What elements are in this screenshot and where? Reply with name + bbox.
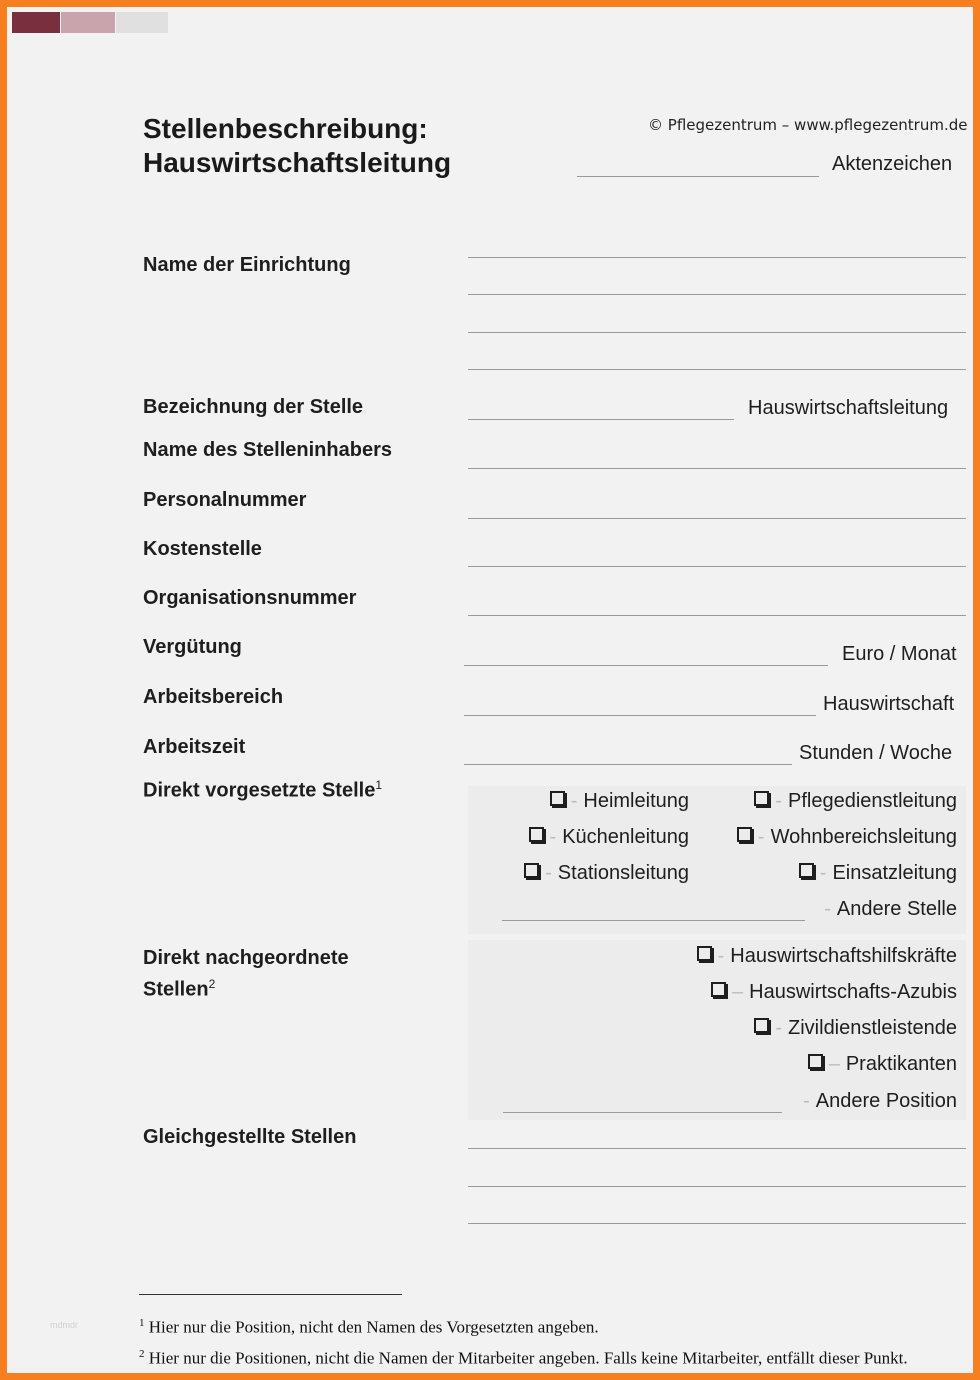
option-praktikanten[interactable] <box>808 1053 957 1076</box>
option-label: Hauswirtschafts-Azubis <box>749 981 957 1003</box>
verguetung-unit: Euro / Monat <box>842 643 957 665</box>
option-hauswirtschafts-azubis[interactable] <box>711 981 957 1004</box>
nachgeordnete-label-text: Stellen <box>143 978 209 1001</box>
footnote-1-text: Hier nur die Position, nicht den Namen des Vorgesetzten angeben. <box>148 1317 599 1337</box>
dash: – <box>732 981 744 1003</box>
option-label: Heimleitung <box>583 790 689 812</box>
option-stationsleitung[interactable] <box>524 862 689 885</box>
option-kuechenleitung[interactable] <box>529 826 689 849</box>
checkbox-icon[interactable] <box>550 791 565 806</box>
footnote-1-number: 1 <box>139 1317 145 1329</box>
checkbox-icon[interactable] <box>524 863 539 878</box>
brand-swatch-light <box>116 12 168 33</box>
arbeitszeit-label: Arbeitszeit <box>143 736 246 758</box>
gleichgestellte-line-2[interactable] <box>468 1186 966 1187</box>
kostenstelle-line[interactable] <box>468 566 966 567</box>
vorgesetzte-label <box>143 778 382 803</box>
arbeitszeit-line[interactable] <box>464 764 792 765</box>
organisationsnummer-label: Organisationsnummer <box>143 587 357 609</box>
footnote-1 <box>139 1317 599 1338</box>
option-label: Andere Stelle <box>836 898 957 920</box>
dash: - <box>775 1017 783 1039</box>
checkbox-icon[interactable] <box>737 827 752 842</box>
footnote-separator <box>139 1294 402 1295</box>
option-label: Stationsleitung <box>557 862 689 884</box>
aktenzeichen-label: Aktenzeichen <box>832 153 953 175</box>
dash: - <box>549 826 557 848</box>
einrichtung-line-1[interactable] <box>468 257 966 258</box>
personalnummer-line[interactable] <box>468 518 966 519</box>
dash: – <box>828 1053 840 1075</box>
arbeitszeit-unit: Stunden / Woche <box>799 742 953 764</box>
dash: - <box>819 862 827 884</box>
organisationsnummer-line[interactable] <box>468 615 966 616</box>
option-pflegedienstleitung[interactable] <box>754 790 957 813</box>
title-line-1: Stellenbeschreibung: <box>143 113 428 144</box>
copyright-notice: © Pflegezentrum – www.pflegezentrum.de <box>648 116 968 134</box>
option-hauswirtschaftshilfskraefte[interactable] <box>697 945 957 968</box>
option-label: Andere Position <box>815 1090 957 1112</box>
stelleninhaber-label: Name des Stelleninhabers <box>143 439 392 461</box>
checkbox-icon[interactable] <box>697 946 712 961</box>
document-title <box>143 112 451 180</box>
option-heimleitung[interactable] <box>550 790 689 813</box>
bezeichnung-line[interactable] <box>468 419 734 420</box>
brand-swatch-mid <box>61 12 115 33</box>
gleichgestellte-label: Gleichgestellte Stellen <box>143 1126 357 1148</box>
dash: - <box>775 790 782 812</box>
verguetung-label: Vergütung <box>143 636 242 658</box>
andere-position-line[interactable] <box>503 1112 782 1113</box>
option-andere-stelle[interactable] <box>824 898 957 921</box>
einrichtung-label: Name der Einrichtung <box>143 254 351 276</box>
dash: - <box>803 1090 810 1112</box>
checkbox-icon[interactable] <box>529 827 544 842</box>
einrichtung-line-2[interactable] <box>468 294 966 295</box>
arbeitsbereich-value: Hauswirtschaft <box>823 693 955 715</box>
aktenzeichen-input-line[interactable] <box>577 176 819 177</box>
option-label: Zivildienstleistende <box>788 1017 957 1039</box>
checkbox-icon[interactable] <box>754 1018 769 1033</box>
option-wohnbereichsleitung[interactable] <box>737 826 957 849</box>
option-einsatzleitung[interactable] <box>799 862 957 885</box>
footnote-2-number: 2 <box>139 1348 145 1360</box>
option-label: Küchenleitung <box>562 826 689 848</box>
title-line-2: Hauswirtschaftsleitung <box>143 147 452 178</box>
dash: - <box>717 945 725 967</box>
nachgeordnete-label-line-2 <box>143 971 349 1003</box>
stelleninhaber-line[interactable] <box>468 468 966 469</box>
bezeichnung-value: Hauswirtschaftsleitung <box>748 397 949 419</box>
kostenstelle-label: Kostenstelle <box>143 538 262 560</box>
option-label: Hauswirtschaftshilfskräfte <box>730 945 957 967</box>
footnote-2-text: Hier nur die Positionen, nicht die Namen der Mitarbeiter angeben. Falls keine Mitarbeiter, entfällt dieser Punkt. <box>148 1348 908 1368</box>
checkbox-icon[interactable] <box>754 791 769 806</box>
option-label: Einsatzleitung <box>832 862 957 884</box>
footnote-ref-1: 1 <box>375 778 383 792</box>
checkbox-icon[interactable] <box>808 1054 823 1069</box>
nachgeordnete-label-line-1: Direkt nachgeordnete <box>143 947 349 969</box>
bezeichnung-label: Bezeichnung der Stelle <box>143 396 364 418</box>
gleichgestellte-line-3[interactable] <box>468 1223 966 1224</box>
vorgesetzte-label-text: Direkt vorgesetzte Stelle <box>143 779 376 802</box>
arbeitsbereich-line[interactable] <box>464 715 816 716</box>
option-zivildienstleistende[interactable] <box>754 1017 957 1040</box>
arbeitsbereich-label: Arbeitsbereich <box>143 686 284 708</box>
checkbox-icon[interactable] <box>711 982 726 997</box>
einrichtung-line-3[interactable] <box>468 332 966 333</box>
gleichgestellte-line-1[interactable] <box>468 1148 966 1149</box>
option-label: Praktikanten <box>845 1053 957 1075</box>
checkbox-icon[interactable] <box>799 863 814 878</box>
footnote-2 <box>139 1348 908 1369</box>
option-label: Wohnbereichsleitung <box>770 826 957 848</box>
dash: - <box>824 898 831 920</box>
option-label: Pflegedienstleitung <box>787 790 957 812</box>
personalnummer-label: Personalnummer <box>143 489 307 511</box>
dash: - <box>757 826 765 848</box>
brand-swatch-dark <box>12 12 60 33</box>
nachgeordnete-label <box>143 945 349 1003</box>
dash: - <box>545 862 552 884</box>
andere-stelle-line[interactable] <box>502 920 805 921</box>
watermark: mdmdr <box>50 1320 79 1330</box>
option-andere-position[interactable] <box>803 1090 957 1113</box>
dash: - <box>570 790 578 812</box>
verguetung-line[interactable] <box>464 665 828 666</box>
footnote-ref-2: 2 <box>208 977 216 991</box>
einrichtung-line-4[interactable] <box>468 369 966 370</box>
